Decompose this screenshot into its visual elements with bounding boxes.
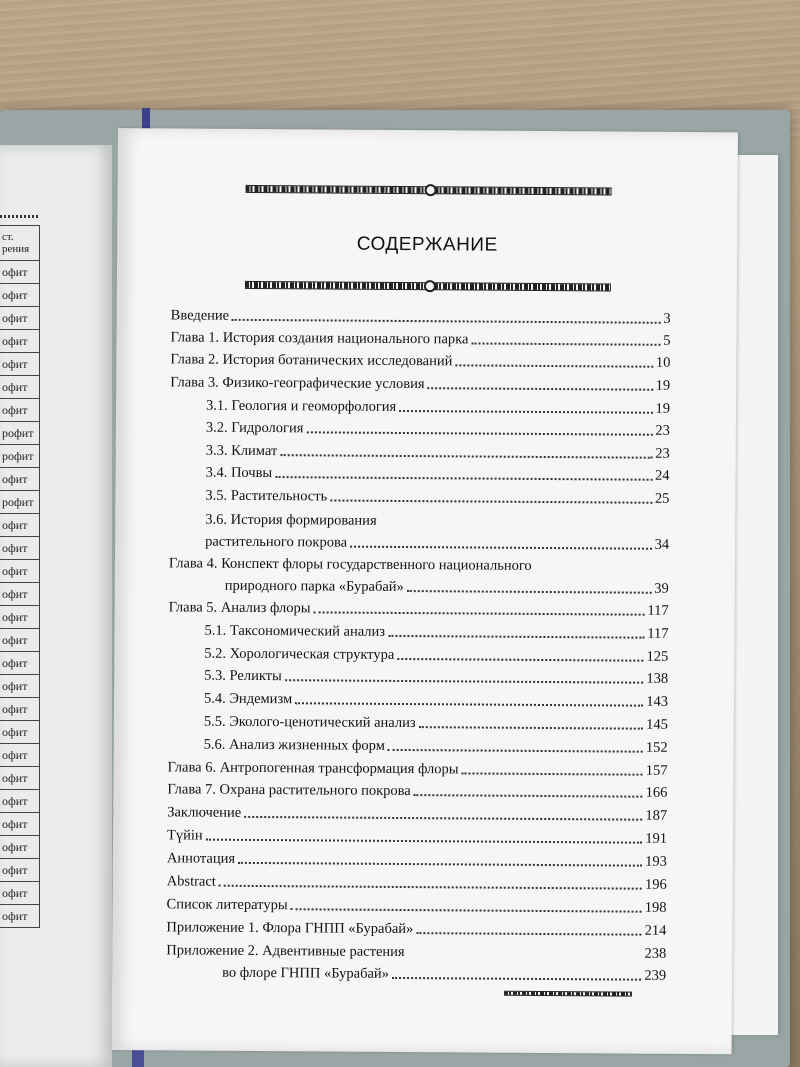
left-table-cell: офит xyxy=(0,514,40,537)
toc-entry-page: 193 xyxy=(645,853,667,870)
toc-dot-leader xyxy=(455,364,652,367)
toc-entry-page: 145 xyxy=(646,716,668,733)
toc-entry-label: Abstract xyxy=(166,873,216,890)
table-of-contents xyxy=(112,128,738,1054)
toc-entry[interactable] xyxy=(225,577,669,598)
bottom-ornament xyxy=(504,991,632,997)
toc-entry-label: Приложение 2. Адвентивные растения xyxy=(166,942,405,961)
toc-entry-label: 3.1. Геология и геоморфология xyxy=(206,397,397,415)
left-table-cell: офит xyxy=(0,307,40,330)
toc-entry-page: 23 xyxy=(655,445,670,462)
toc-dot-leader xyxy=(407,590,651,594)
toc-entry-label: Глава 6. Антропогенная трансформация флоры xyxy=(167,759,459,778)
toc-entry-label: Список литературы xyxy=(166,896,288,914)
toc-entry-page: 25 xyxy=(654,490,670,507)
left-page-table xyxy=(0,225,40,928)
toc-entry-label: Глава 1. История создания национального парка xyxy=(170,329,469,348)
left-table-cell: офит xyxy=(0,330,40,353)
toc-entry-label: растительного покрова xyxy=(205,533,348,551)
toc-entry-label: 3.3. Климат xyxy=(205,442,278,460)
toc-entry-label: природного парка «Бурабай» xyxy=(224,577,404,596)
toc-dot-leader xyxy=(416,932,641,936)
toc-entry-page: 196 xyxy=(644,876,667,893)
toc-entry-label: Глава 3. Физико-географические условия xyxy=(170,374,425,393)
toc-entry-label: 5.5. Эколого-ценотический анализ xyxy=(203,713,416,732)
toc-entry-label: 5.1. Таксономический анализ xyxy=(204,622,386,640)
toc-dot-leader xyxy=(388,749,643,753)
toc-entry-label: Приложение 1. Флора ГНПП «Бурабай» xyxy=(166,919,414,938)
toc-entry-page: 117 xyxy=(647,625,669,642)
left-table-cell: офит xyxy=(0,399,40,422)
toc-entry[interactable] xyxy=(205,533,669,554)
toc-entry-label: Глава 2. История ботанических исследований xyxy=(170,351,453,370)
toc-entry-line1: 3.6. История формирования xyxy=(205,511,377,529)
toc-entry-page: 39 xyxy=(654,580,669,597)
toc-entry[interactable] xyxy=(170,373,670,394)
toc-entry-label: Түйін xyxy=(167,827,203,844)
toc-entry-page: 125 xyxy=(646,648,669,665)
left-table-cell: офит xyxy=(0,583,40,606)
left-table-cell: офит xyxy=(0,284,40,307)
left-table-cell: офит xyxy=(0,560,40,583)
toc-entry-page: 238 xyxy=(644,945,667,962)
toc-entry-page: 23 xyxy=(655,422,670,439)
toc-entry[interactable] xyxy=(204,736,668,757)
toc-dot-leader xyxy=(232,319,660,324)
toc-entry[interactable] xyxy=(167,849,667,870)
toc-dot-leader xyxy=(285,679,644,684)
toc-entry-page: 3 xyxy=(663,310,671,327)
toc-dot-leader xyxy=(388,635,644,639)
left-table-cell: офит xyxy=(0,537,40,560)
toc-entry-page: 5 xyxy=(663,332,671,349)
toc-dot-leader xyxy=(414,794,643,798)
toc-dot-leader xyxy=(461,772,642,775)
toc-dot-leader xyxy=(330,499,652,503)
toc-entry-label: 5.3. Реликты xyxy=(204,667,282,685)
left-table-cell: офит xyxy=(0,905,40,928)
left-table-cell: рофит xyxy=(0,491,40,514)
left-table-cell: рофит xyxy=(0,445,40,468)
toc-entry-label: 5.6. Анализ жизненных форм xyxy=(203,736,385,754)
toc-entry[interactable] xyxy=(171,306,671,327)
left-table-cell: офит xyxy=(0,698,40,721)
left-table-cell: офит xyxy=(0,882,40,905)
left-table-cell: офит xyxy=(0,767,40,790)
toc-entry-page: 19 xyxy=(655,400,671,417)
toc-entry-page: 157 xyxy=(645,762,668,779)
toc-entry[interactable] xyxy=(206,464,670,485)
toc-dot-leader xyxy=(350,546,652,550)
left-table-cell: офит xyxy=(0,353,40,376)
toc-entry[interactable] xyxy=(222,964,666,985)
left-page xyxy=(0,145,112,1067)
toc-entry-label: Заключение xyxy=(167,804,242,821)
toc-entry-label: 5.4. Эндемизм xyxy=(203,690,293,708)
toc-entry-page: 24 xyxy=(655,467,670,484)
toc-entry-label: Введение xyxy=(170,307,230,324)
toc-entry[interactable] xyxy=(204,622,668,643)
toc-entry-page: 19 xyxy=(655,377,671,394)
toc-dot-leader xyxy=(219,885,642,890)
toc-entry[interactable] xyxy=(204,690,668,711)
left-table-cell: офит xyxy=(0,721,40,744)
toc-entry[interactable] xyxy=(170,350,670,371)
toc-entry-page: 198 xyxy=(644,899,667,916)
left-table-cell: офит xyxy=(0,836,40,859)
toc-entry-page: 138 xyxy=(646,670,669,687)
toc-entry-line1: Глава 4. Конспект флоры государственного национального xyxy=(168,555,532,574)
toc-dot-leader xyxy=(206,839,643,844)
left-table-cell: офит xyxy=(0,790,40,813)
toc-entry[interactable] xyxy=(204,667,668,688)
toc-entry-label: Глава 7. Охрана растительного покрова xyxy=(167,781,411,800)
toc-entry[interactable] xyxy=(205,487,669,508)
left-table-cell: офит xyxy=(0,675,40,698)
toc-entry-page: 143 xyxy=(646,693,669,710)
toc-entry-label: Аннотация xyxy=(166,850,236,867)
toc-entry[interactable] xyxy=(204,645,668,666)
left-table-cell: офит xyxy=(0,813,40,836)
toc-dot-leader xyxy=(313,611,644,615)
toc-dot-leader xyxy=(392,977,641,981)
toc-entry[interactable] xyxy=(167,826,667,847)
toc-entry[interactable] xyxy=(167,872,667,893)
left-table-cell: рофит xyxy=(0,422,40,445)
book-spine-top xyxy=(142,108,150,130)
toc-dot-leader xyxy=(291,908,642,912)
left-table-cell: офит xyxy=(0,376,40,399)
toc-entry-line1 xyxy=(166,941,666,962)
toc-dot-leader xyxy=(399,410,652,414)
toc-dot-leader xyxy=(428,387,653,391)
toc-entry[interactable] xyxy=(206,442,670,463)
toc-entry-page: 239 xyxy=(644,967,667,984)
toc-entry-page: 214 xyxy=(644,922,667,939)
toc-dot-leader xyxy=(280,454,652,459)
toc-dot-leader xyxy=(306,431,652,435)
left-table-header: ст. рения xyxy=(0,226,40,261)
toc-entry[interactable] xyxy=(166,918,666,939)
toc-entry[interactable] xyxy=(167,895,667,916)
toc-entry[interactable] xyxy=(206,397,670,418)
left-table-cell: офит xyxy=(0,468,40,491)
toc-dot-leader xyxy=(419,726,643,730)
toc-entry-page: 166 xyxy=(645,784,668,801)
toc-entry-label: 5.2. Хорологическая структура xyxy=(204,645,395,663)
left-table-cell: офит xyxy=(0,652,40,675)
toc-dot-leader xyxy=(275,476,652,481)
left-table-cell: офит xyxy=(0,261,40,284)
toc-entry-page: 152 xyxy=(645,739,668,756)
toc-entry[interactable] xyxy=(169,598,669,619)
toc-dot-leader xyxy=(471,342,660,345)
left-table-cell: офит xyxy=(0,606,40,629)
toc-entry[interactable] xyxy=(206,419,670,440)
toc-entry[interactable] xyxy=(170,328,670,349)
toc-entry-label: 3.5. Растительность xyxy=(205,487,328,505)
toc-entry-label: во флоре ГНПП «Бурабай» xyxy=(222,964,390,982)
toc-entry[interactable] xyxy=(167,780,667,801)
toc-entry-label: 3.4. Почвы xyxy=(205,464,273,482)
toc-entry-page: 191 xyxy=(645,830,668,847)
toc-entry[interactable] xyxy=(204,713,668,734)
toc-entry-label: Глава 5. Анализ флоры xyxy=(168,599,311,617)
toc-dot-leader xyxy=(244,816,642,821)
left-table-cell: офит xyxy=(0,744,40,767)
toc-entry[interactable] xyxy=(167,803,667,824)
left-page-ornament xyxy=(0,215,40,218)
page-title: СОДЕРЖАНИЕ xyxy=(356,233,498,256)
toc-dot-leader xyxy=(238,862,642,867)
left-table-cell: офит xyxy=(0,629,40,652)
toc-entry-spacer xyxy=(408,957,642,959)
toc-entry-page: 34 xyxy=(654,536,670,553)
toc-entry-page: 117 xyxy=(647,602,669,619)
toc-dot-leader xyxy=(397,658,643,662)
toc-entry-page: 10 xyxy=(655,354,671,371)
right-page xyxy=(112,128,738,1054)
toc-entry[interactable] xyxy=(167,758,667,779)
left-table-cell: офит xyxy=(0,859,40,882)
toc-entry-label: 3.2. Гидрология xyxy=(205,419,304,437)
toc-entry-page: 187 xyxy=(645,807,668,824)
toc-dot-leader xyxy=(295,702,643,706)
